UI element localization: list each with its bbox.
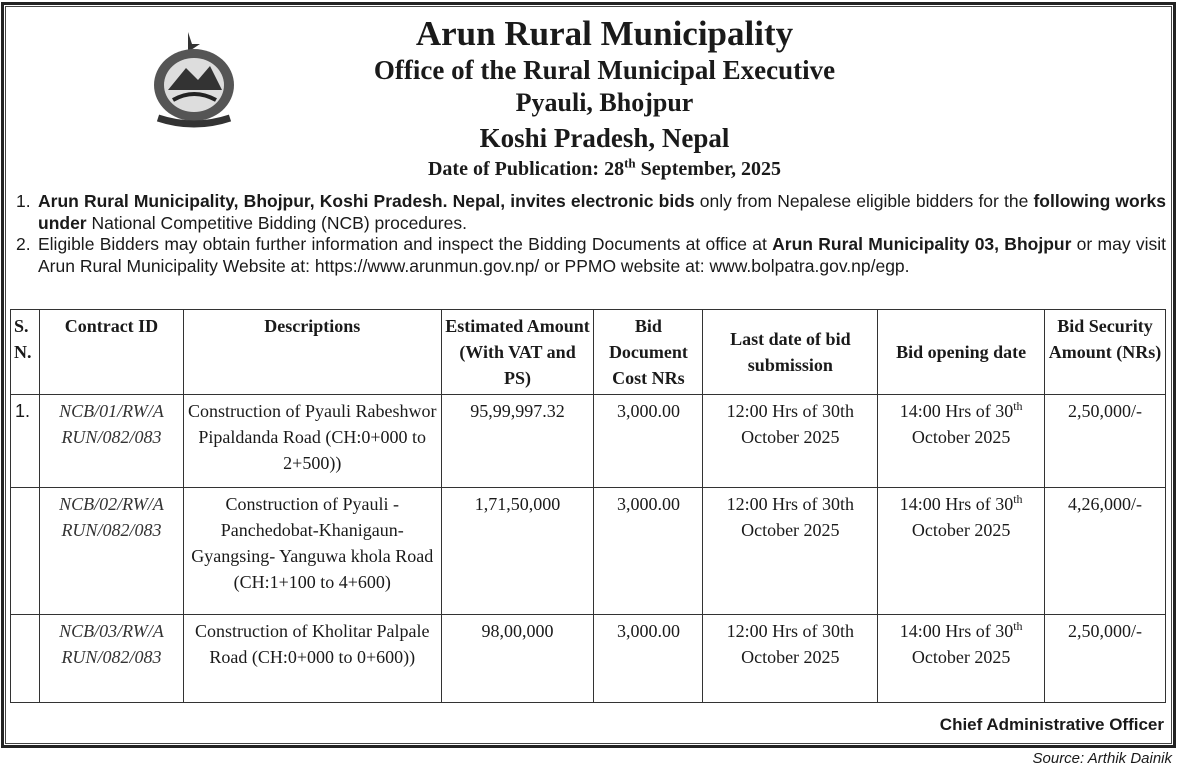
source-credit: Source: Arthik Dainik (1032, 750, 1172, 767)
table-header-row (11, 310, 1166, 395)
notice-paragraphs (16, 191, 1166, 277)
header-sn: S. N. (11, 310, 40, 395)
table-row: NCB/02/RW/A RUN/082/083 Construction of Pyauli - Panchedobat-Khanigaun-Gyangsing- Yanguwa khola Road (CH:1+100 to 4+600) 1,71,50,000 3,000.00 12:00 Hrs of 30th October 2025 14:00 Hrs of 30th October 2025 4,26,000/- (11, 488, 1166, 615)
header-last-date: Last date of bid submission (703, 310, 878, 395)
province: Koshi Pradesh, Nepal (479, 123, 730, 153)
address: Pyauli, Bhojpur (515, 88, 694, 117)
header-estimated-amount: Estimated Amount (With VAT and PS) (441, 310, 594, 395)
header-security: Bid Security Amount (NRs) (1045, 310, 1166, 395)
paragraph-1: 1. Arun Rural Municipality, Bhojpur, Koshi Pradesh. Nepal, invites electronic bids only from Nepalese eligible bidders for the following works under National Competitive Bidding (NCB) procedures. (16, 191, 1166, 233)
header-descriptions: Descriptions (183, 310, 441, 395)
office-title: Office of the Rural Municipal Executive (373, 55, 836, 85)
publication-date: Date of Publication: 28th September, 2025 (427, 155, 782, 180)
table-row: 1. NCB/01/RW/A RUN/082/083 Construction of Pyauli Rabeshwor Pipaldanda Road (CH:0+000 to 2+500)) 95,99,997.32 3,000.00 12:00 Hrs of 30th October 2025 14:00 Hrs of 30th October 2025 2,50,000/- (11, 395, 1166, 488)
paragraph-2: 2. Eligible Bidders may obtain further information and inspect the Bidding Documents at office at Arun Rural Municipality 03, Bhojpur or may visit Arun Rural Municipality Website at: https://www.arunmun.gov.np/ or PPMO website at: www.bolpatra.gov.np/egp. (16, 234, 1166, 276)
signatory: Chief Administrative Officer (939, 715, 1164, 734)
header-contract-id: Contract ID (39, 310, 183, 395)
bid-table (10, 309, 1166, 703)
municipality-title: Arun Rural Municipality (415, 14, 794, 53)
header-opening-date: Bid opening date (878, 310, 1045, 395)
header-doc-cost: Bid Document Cost NRs (594, 310, 703, 395)
table-row: NCB/03/RW/A RUN/082/083 Construction of Kholitar Palpale Road (CH:0+000 to 0+600)) 98,00,000 3,000.00 12:00 Hrs of 30th October 2025 14:00 Hrs of 30th October 2025 2,50,000/- (11, 615, 1166, 703)
